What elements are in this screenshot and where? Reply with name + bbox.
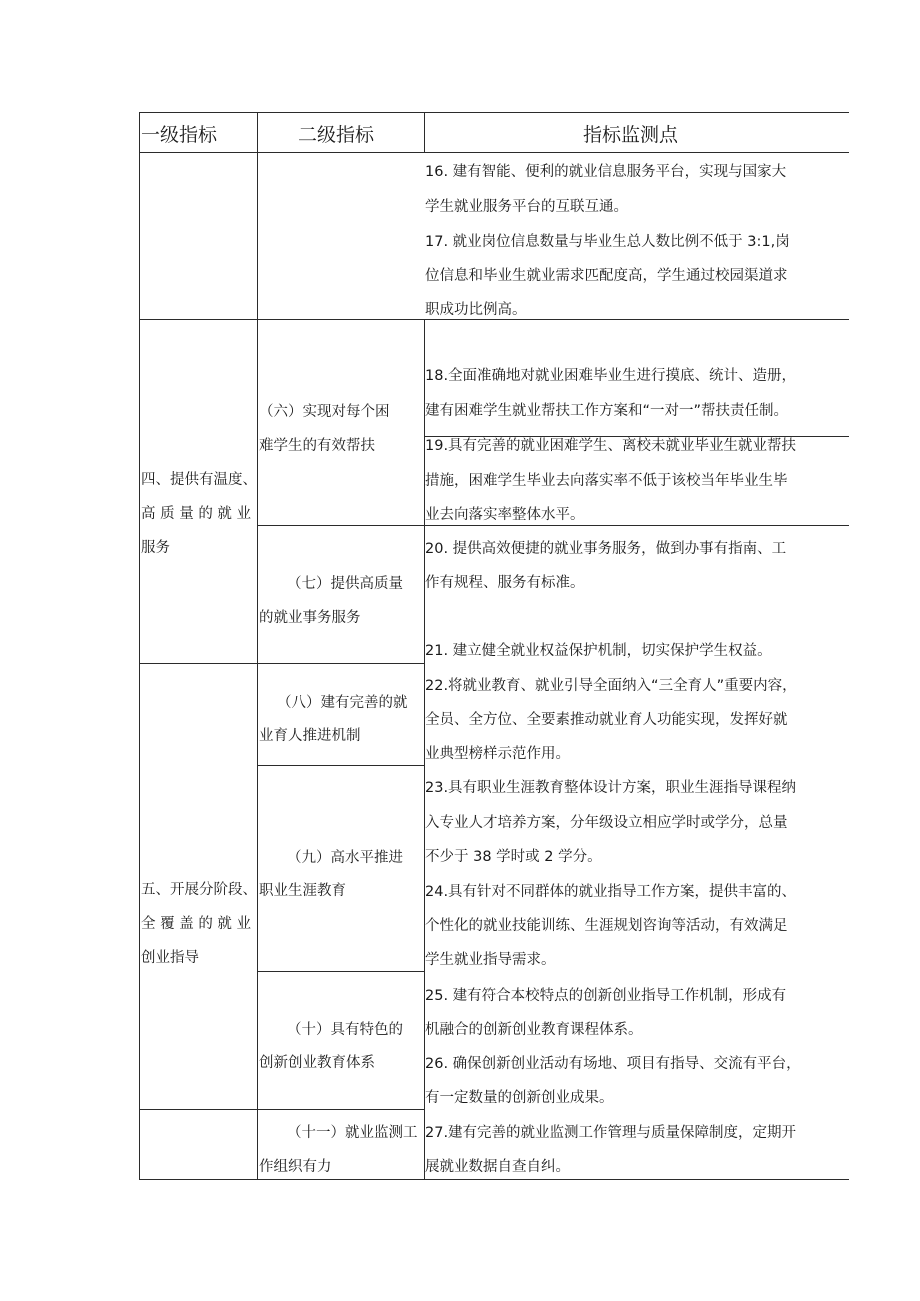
point-17-line3: 职成功比例高。 (425, 302, 527, 318)
sec9-line2: 职业生涯教育 (259, 883, 346, 899)
point-23-line3: 不少于 38 学时或 2 学分。 (425, 849, 602, 865)
sec9-line1: （九）高水平推进 (287, 850, 403, 866)
sec11-line2: 作组织有力 (259, 1159, 332, 1175)
header-level1: 一级指标 (141, 124, 218, 146)
sec10-line2: 创新创业教育体系 (259, 1055, 375, 1071)
point-27-line2: 展就业数据自查自纠。 (425, 1159, 570, 1175)
level1-five-line1: 五、开展分阶段、 (141, 882, 257, 898)
sec7-line2: 的就业事务服务 (259, 610, 361, 626)
point-17-line2: 位信息和毕业生就业需求匹配度高，学生通过校园渠道求 (425, 268, 788, 284)
point-17-line1: 17. 就业岗位信息数量与毕业生总人数比例不低于 3:1,岗 (425, 234, 790, 250)
point-22-line2: 全员、全方位、全要素推动就业育人功能实现，发挥好就 (425, 712, 788, 728)
column-divider (424, 112, 425, 152)
header-bottom-border (139, 152, 849, 153)
sec11-line1: （十一）就业监测工 (287, 1125, 418, 1141)
point-24-line2: 个性化的就业技能训练、生涯规划咨询等活动，有效满足 (425, 918, 788, 934)
point-16-line1: 16. 建有智能、便利的就业信息服务平台，实现与国家大 (425, 164, 787, 180)
sec8-line1: （八）建有完善的就 (277, 695, 408, 711)
table-top-border (139, 112, 849, 113)
row-divider (139, 1109, 424, 1110)
sec10-line1: （十）具有特色的 (287, 1022, 403, 1038)
point-22-line3: 业典型榜样示范作用。 (425, 746, 570, 762)
point-23-line2: 入专业人才培养方案，分年级设立相应学时或学分，总量 (425, 815, 788, 831)
level1-four-line3: 服务 (141, 540, 170, 556)
header-level2: 二级指标 (298, 124, 375, 146)
sec6-line1: （六）实现对每个困 (259, 404, 390, 420)
sec8-line2: 业育人推进机制 (259, 728, 361, 744)
row-divider (257, 765, 424, 766)
sec7-line1: （七）提供高质量 (287, 576, 403, 592)
sec6-line2: 难学生的有效帮扶 (259, 438, 375, 454)
point-19-line1: 19.具有完善的就业困难学生、离校未就业毕业生就业帮扶 (425, 438, 797, 454)
point-16-line2: 学生就业服务平台的互联互通。 (425, 199, 628, 215)
level1-five-line3: 创业指导 (141, 950, 199, 966)
point-21-line1: 21. 建立健全就业权益保护机制，切实保护学生权益。 (425, 643, 772, 659)
point-22-line1: 22.将就业教育、就业引导全面纳入“三全育人”重要内容， (425, 678, 797, 694)
point-18-line1: 18.全面准确地对就业困难毕业生进行摸底、统计、造册， (425, 368, 797, 384)
level1-five-line2: 全 覆 盖 的 就 业 (141, 916, 252, 932)
point-24-line3: 学生就业指导需求。 (425, 952, 556, 968)
table-left-border (139, 112, 140, 1180)
row-divider (257, 971, 424, 972)
point-18-line2: 建有困难学生就业帮扶工作方案和“一对一”帮扶责任制。 (425, 403, 789, 419)
level1-four-line1: 四、提供有温度、 (141, 472, 257, 488)
point-26-line1: 26. 确保创新创业活动有场地、项目有指导、交流有平台， (425, 1056, 801, 1072)
point-20-line1: 20. 提供高效便捷的就业事务服务，做到办事有指南、工 (425, 541, 787, 557)
header-monitor-points: 指标监测点 (583, 124, 679, 146)
point-24-line1: 24.具有针对不同群体的就业指导工作方案，提供丰富的、 (425, 884, 797, 900)
point-26-line2: 有一定数量的创新创业成果。 (425, 1090, 614, 1106)
point-23-line1: 23.具有职业生涯教育整体设计方案，职业生涯指导课程纳 (425, 780, 797, 796)
point-19-line2: 措施，困难学生毕业去向落实率不低于该校当年毕业生毕 (425, 473, 788, 489)
row-divider (139, 663, 424, 664)
point-25-line1: 25. 建有符合本校特点的创新创业指导工作机制，形成有 (425, 988, 787, 1004)
level1-four-line2: 高 质 量 的 就 业 (141, 506, 252, 522)
point-25-line2: 机融合的创新创业教育课程体系。 (425, 1022, 643, 1038)
point-19-line3: 业去向落实率整体水平。 (425, 507, 585, 523)
point-27-line1: 27.建有完善的就业监测工作管理与质量保障制度，定期开 (425, 1125, 797, 1141)
column-divider (257, 112, 258, 1180)
point-20-line2: 作有规程、服务有标准。 (425, 575, 585, 591)
